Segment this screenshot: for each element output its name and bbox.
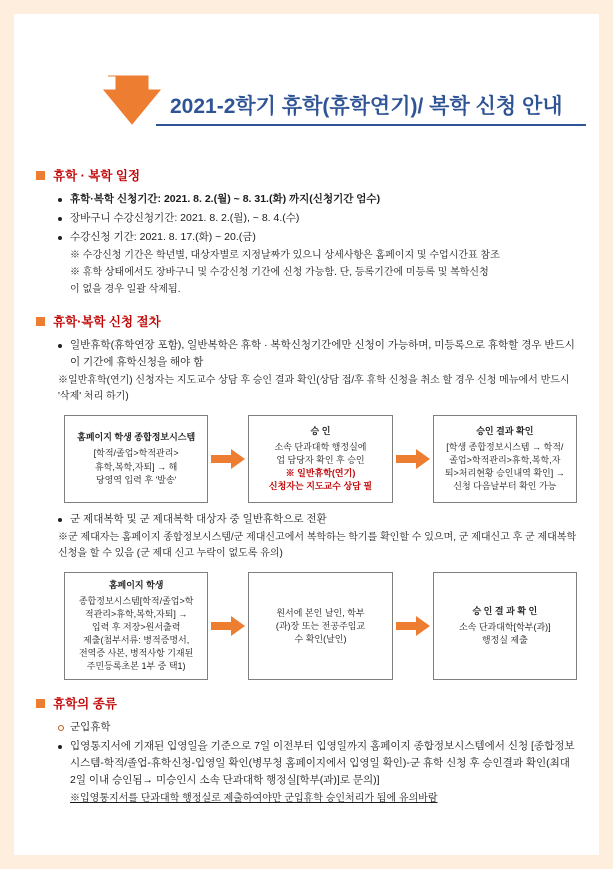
flow-box-line: 적관리>휴학,복학,자퇴] →	[84, 609, 188, 620]
flow-arrow-icon	[208, 572, 248, 680]
flow-box-line: 수 확인(날인)	[294, 633, 347, 644]
flow-box-line: 전역증 사본, 병적사항 기재된	[78, 648, 194, 659]
flow-box-line: 주민등록초본 1부 중 택1)	[86, 661, 186, 672]
flow-box-line: 원서에 본인 날인, 학부	[276, 607, 365, 618]
flow-box-line: [학생 종합정보시스템 → 학적/	[446, 441, 564, 452]
flow-box-line: 종합정보시스템[학적/졸업>학	[78, 596, 194, 607]
flow-arrow-icon	[393, 415, 433, 503]
note-line: ※ 수강신청 기간은 학년별, 대상자별로 지정날짜가 있으니 상세사항은 홈페이지 및 수업시간표 참조	[70, 250, 500, 261]
military-return-list	[36, 511, 577, 528]
list-item	[58, 229, 577, 246]
flow-box-line: 업 담당자 확인 후 승인	[276, 454, 365, 465]
orange-arrow-icon	[102, 74, 164, 130]
flow-box-line: [학적/졸업>학적관리>	[93, 448, 179, 459]
document-body	[14, 14, 599, 818]
section-heading-text: 휴학의 종류	[53, 697, 117, 712]
square-bullet-icon	[36, 699, 45, 708]
note-line: ※군 제대자는 홈페이지 종합정보시스템/군 제대신고에서 복학하는 학기를 확인할 수 있으며, 군 제대신고 후 군 제대복학신청을 할 수 있음 (군 제대 신고 누락이 없도록 유의)	[58, 532, 577, 559]
flow-box	[248, 572, 392, 680]
list-item-text: 일반휴학(휴학연장 포함), 일반복학은 휴학 · 복학신청기간에만 신청이 가능하며, 미등록으로 휴학할 경우 반드시 이 기간에 휴학신청을 해야 함	[70, 339, 575, 368]
flow-box	[64, 572, 208, 680]
flow-diagram-general	[64, 415, 577, 503]
flow-box-line: 소속 단과대학[학부(과)]	[458, 622, 551, 633]
note-line: ※ 휴학 상태에서도 장바구니 및 수강신청 기간에 신청 가능함. 단, 등록기간에 미등록 및 복학신청	[70, 267, 489, 278]
list-item-text: 휴학·복학 신청기간: 2021. 8. 2.(월) ~ 8. 31.(화) 까지(신청기간 엄수)	[70, 193, 381, 205]
document-header	[36, 82, 577, 152]
list-item	[58, 511, 577, 528]
flow-arrow-icon	[393, 572, 433, 680]
flow-box-title: 홈페이지 학생 종합정보시스템	[77, 432, 196, 443]
flow-box-line: 입력 후 저장>원서출력	[91, 622, 181, 633]
flow-box	[248, 415, 392, 503]
flow-box-line: 행정실 제출	[481, 635, 528, 646]
list-item-text: 군입휴학	[70, 721, 111, 734]
document-page	[14, 14, 599, 855]
title-underline	[156, 124, 586, 126]
flow-box-line: (과)장 또는 전공주임교	[275, 620, 366, 631]
flow-box-line: 당영역 입력 후 '발송'	[95, 474, 177, 485]
flow-box-line: 졸업>학적관리>휴학,복학,자	[449, 454, 561, 465]
section-heading	[36, 166, 577, 184]
leave-types-list	[36, 719, 577, 789]
list-item-text: 장바구니 수강신청기간: 2021. 8. 2.(월), ~ 8. 4.(수)	[70, 212, 300, 224]
list-item-text: 군 제대복학 및 군 제대복학 대상자 중 일반휴학으로 전환	[70, 513, 327, 525]
flow-diagram-military	[64, 572, 577, 680]
flow-box-title: 승 인	[310, 425, 331, 436]
section-heading	[36, 312, 577, 330]
flow-box-line: 소속 단과대학 행정실에	[274, 441, 367, 452]
flow-box	[433, 572, 577, 680]
flow-box-note: ※ 일반휴학(연기)	[285, 468, 356, 479]
flow-arrow-icon	[208, 415, 248, 503]
square-bullet-icon	[36, 171, 45, 180]
flow-box-note: 신청자는 지도교수 상담 필	[268, 481, 373, 492]
flow-box-title: 승 인 결 과 확 인	[472, 606, 538, 617]
list-item	[58, 738, 577, 789]
section-heading-text: 휴학 · 복학 일정	[53, 169, 141, 183]
schedule-list	[36, 191, 577, 246]
flow-box-line: 제출(첨부서류: 병적증명서,	[83, 635, 190, 646]
section-leave-types	[36, 694, 577, 807]
page-title: 2021-2학기 휴학(휴학연기)/ 복학 신청 안내	[170, 95, 563, 118]
square-bullet-icon	[36, 317, 45, 326]
section-schedule	[36, 166, 577, 298]
list-item-text: 입영통지서에 기재된 입영일을 기준으로 7일 이전부터 입영일까지 홈페이지 종합정보시스템에서 신청 [종합정보시스템-학적/졸업-휴학신청-입영일 확인(병무청 홈페이지에서 입영일 확인)-군 휴학 신청 후 승인결과 확인(최대 2일 이내 승인됨→ 미승인시 소속 단과대학 행정실[학부(과)]로 문의)]	[70, 740, 575, 787]
flow-box	[433, 415, 577, 503]
flow-box-title: 승인 결과 확인	[476, 425, 534, 436]
section-heading-text: 휴학·복학 신청 절차	[53, 315, 161, 329]
flow-box	[64, 415, 208, 503]
flow-box-line: 퇴>처리현황 승인내역 확인] →	[444, 468, 565, 479]
list-item-text: 수강신청 기간: 2021. 8. 17.(화) ~ 20.(금)	[70, 231, 256, 243]
flow-box-line: 휴학,복학,자퇴] → 해	[94, 461, 178, 472]
note-line: ※입영통지서를 단과대학 행정실로 제출하여야만 군입휴학 승인처리가 됨에 유의바람	[70, 793, 438, 805]
procedure-list	[36, 337, 577, 371]
flow-box-line: 신청 다음날부터 확인 가능	[453, 481, 557, 492]
list-item	[58, 210, 577, 227]
flow-box-title: 홈페이지 학생	[108, 580, 164, 590]
list-item	[58, 337, 577, 371]
section-procedure	[36, 312, 577, 680]
note-line: ※일반휴학(연기) 신청자는 지도교수 상담 후 승인 결과 확인(상담 접/후 휴학 신청을 취소 할 경우 신청 메뉴에서 반드시 '삭제' 처리 하기)	[58, 375, 570, 402]
section-heading	[36, 694, 577, 712]
list-item	[58, 719, 577, 736]
list-item	[58, 191, 577, 208]
note-line: 이 없을 경우 일괄 삭제됨.	[70, 284, 181, 295]
